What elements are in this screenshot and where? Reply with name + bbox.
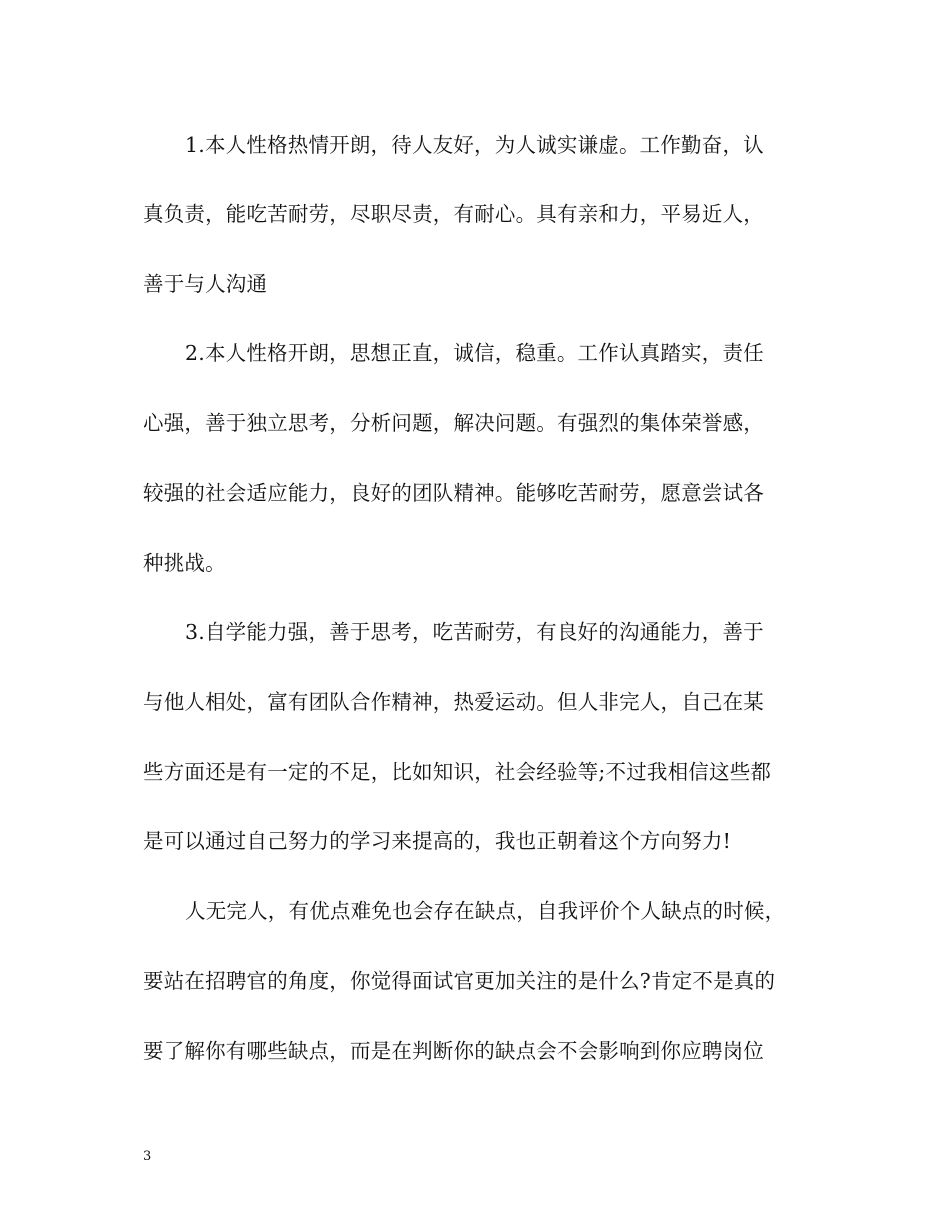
page-number: 3 — [143, 1149, 152, 1164]
text-line: 要站在招聘官的角度，你觉得面试官更加关注的是什么?肯定不是真的 — [143, 969, 776, 993]
text-line: 种挑战。 — [143, 551, 226, 575]
text-line: 较强的社会适应能力，良好的团队精神。能够吃苦耐劳，愿意尝试各 — [143, 481, 764, 505]
text-line: 要了解你有哪些缺点，而是在判断你的缺点会不会影响到你应聘岗位 — [143, 1039, 764, 1063]
text-line: 是可以通过自己努力的学习来提高的，我也正朝着这个方向努力! — [143, 829, 732, 853]
text-line: 与他人相处，富有团队合作精神，热爱运动。但人非完人，自己在某 — [143, 690, 764, 714]
text-line: 些方面还是有一定的不足，比如知识，社会经验等;不过我相信这些都 — [143, 760, 772, 784]
text-line: 心强，善于独立思考，分析问题，解决问题。有强烈的集体荣誉感， — [143, 411, 764, 435]
text-line: 善于与人沟通 — [143, 272, 268, 296]
text-line: 真负责，能吃苦耐劳，尽职尽责，有耐心。具有亲和力，平易近人， — [143, 202, 764, 226]
text-line: 3.自学能力强，善于思考，吃苦耐劳，有良好的沟通能力，善于 — [185, 620, 764, 644]
text-line: 1.本人性格热情开朗，待人友好，为人诚实谦虚。工作勤奋，认 — [185, 133, 764, 157]
text-line: 人无完人，有优点难免也会存在缺点，自我评价个人缺点的时候， — [185, 899, 786, 923]
text-line: 2.本人性格开朗，思想正直，诚信，稳重。工作认真踏实，责任 — [185, 341, 764, 365]
